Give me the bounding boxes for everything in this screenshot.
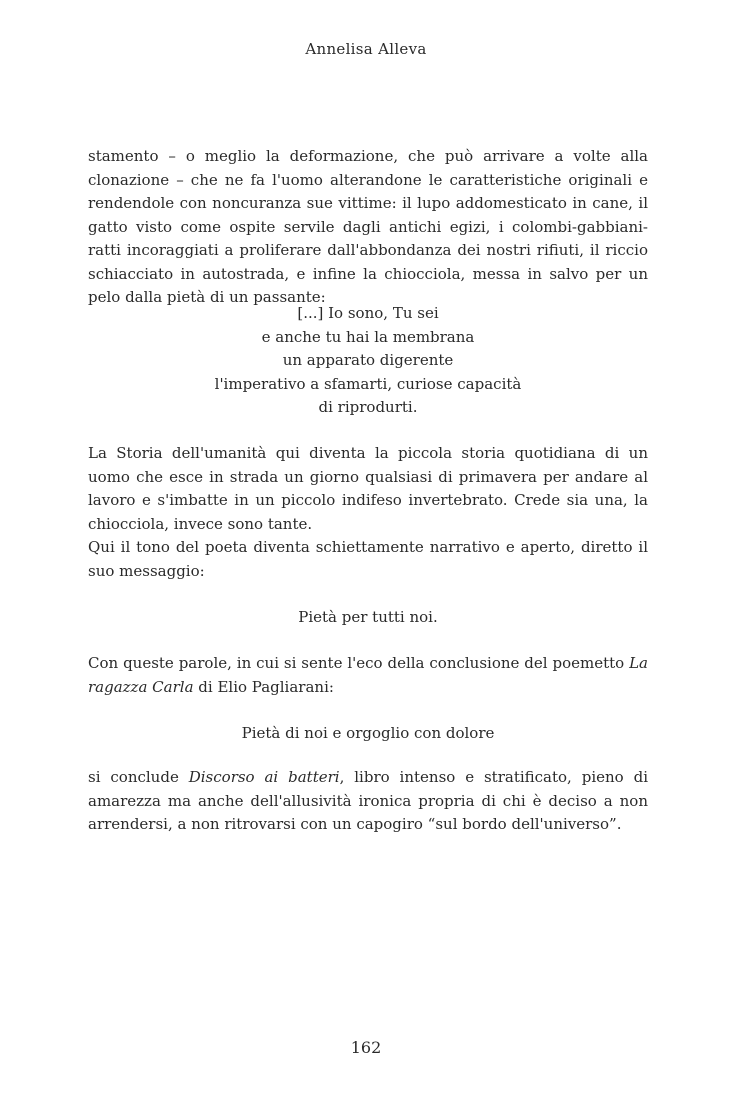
paragraph-3: Qui il tono del poeta diventa schiettamente narrativo e aperto, diretto il suo messaggio: (88, 538, 648, 580)
paragraph-5 (88, 766, 648, 837)
paragraph-4-title: La ragazza Carla (88, 654, 648, 696)
paragraph-1: stamento – o meglio la deformazione, che può arrivare a volte alla clonazione – che ne fa l'uomo alterandone le caratteristiche originali e rendendole con noncuranza sue vittime: il lupo addomesticato in cane, il gatto visto come ospite servile dagli antichi egizi, i colombi-gabbiani-ratti incoraggiati a proliferare dall'abbondanza dei nostri rifiuti, il riccio schiacciato in autostrada, e infine la chiocciola, messa in salvo per un pelo dalla pietà di un passante: (88, 147, 648, 306)
paragraph-5-text-after: , libro intenso e stratificato, pieno di amarezza ma anche dell'allusività ironica propria di chi è deciso a non arrendersi, a non ritrovarsi con un capogiro “sul bordo dell'universo”. (88, 768, 648, 833)
paragraph-5-text-before: si conclude (88, 768, 189, 786)
verse-quote-1 (88, 302, 648, 420)
verse-line: Pietà di noi e orgoglio con dolore (241, 724, 495, 742)
verse-line: Pietà per tutti noi. (298, 608, 438, 626)
paragraph-4 (88, 652, 648, 699)
verse-quote-2 (88, 606, 648, 630)
verse-quote-3 (88, 722, 648, 746)
verse-line: l'imperativo a sfamarti, curiose capacità (214, 374, 522, 393)
verse-line: [...] Io sono, Tu sei (297, 304, 439, 322)
paragraph-2: La Storia dell'umanità qui diventa la piccola storia quotidiana di un uomo che esce in strada un giorno qualsiasi di primavera per andare al lavoro e s'imbatte in un piccolo indifeso invertebrato. Crede sia una, la chiocciola, invece sono tante. (88, 444, 648, 533)
page-number: 162 (350, 1038, 382, 1057)
verse-line: di riprodurti. (318, 398, 418, 416)
paragraph-5-title: Discorso ai batteri (188, 768, 340, 786)
paragraph-4-text-after: di Elio Pagliarani: (193, 677, 334, 696)
verse-line: e anche tu hai la membrana (261, 327, 475, 346)
verse-line: un apparato digerente (282, 351, 454, 369)
paragraph-4-text-before: Con queste parole, in cui si sente l'eco della conclusione del poemetto (88, 654, 630, 672)
running-head: Annelisa Alleva (305, 40, 427, 58)
